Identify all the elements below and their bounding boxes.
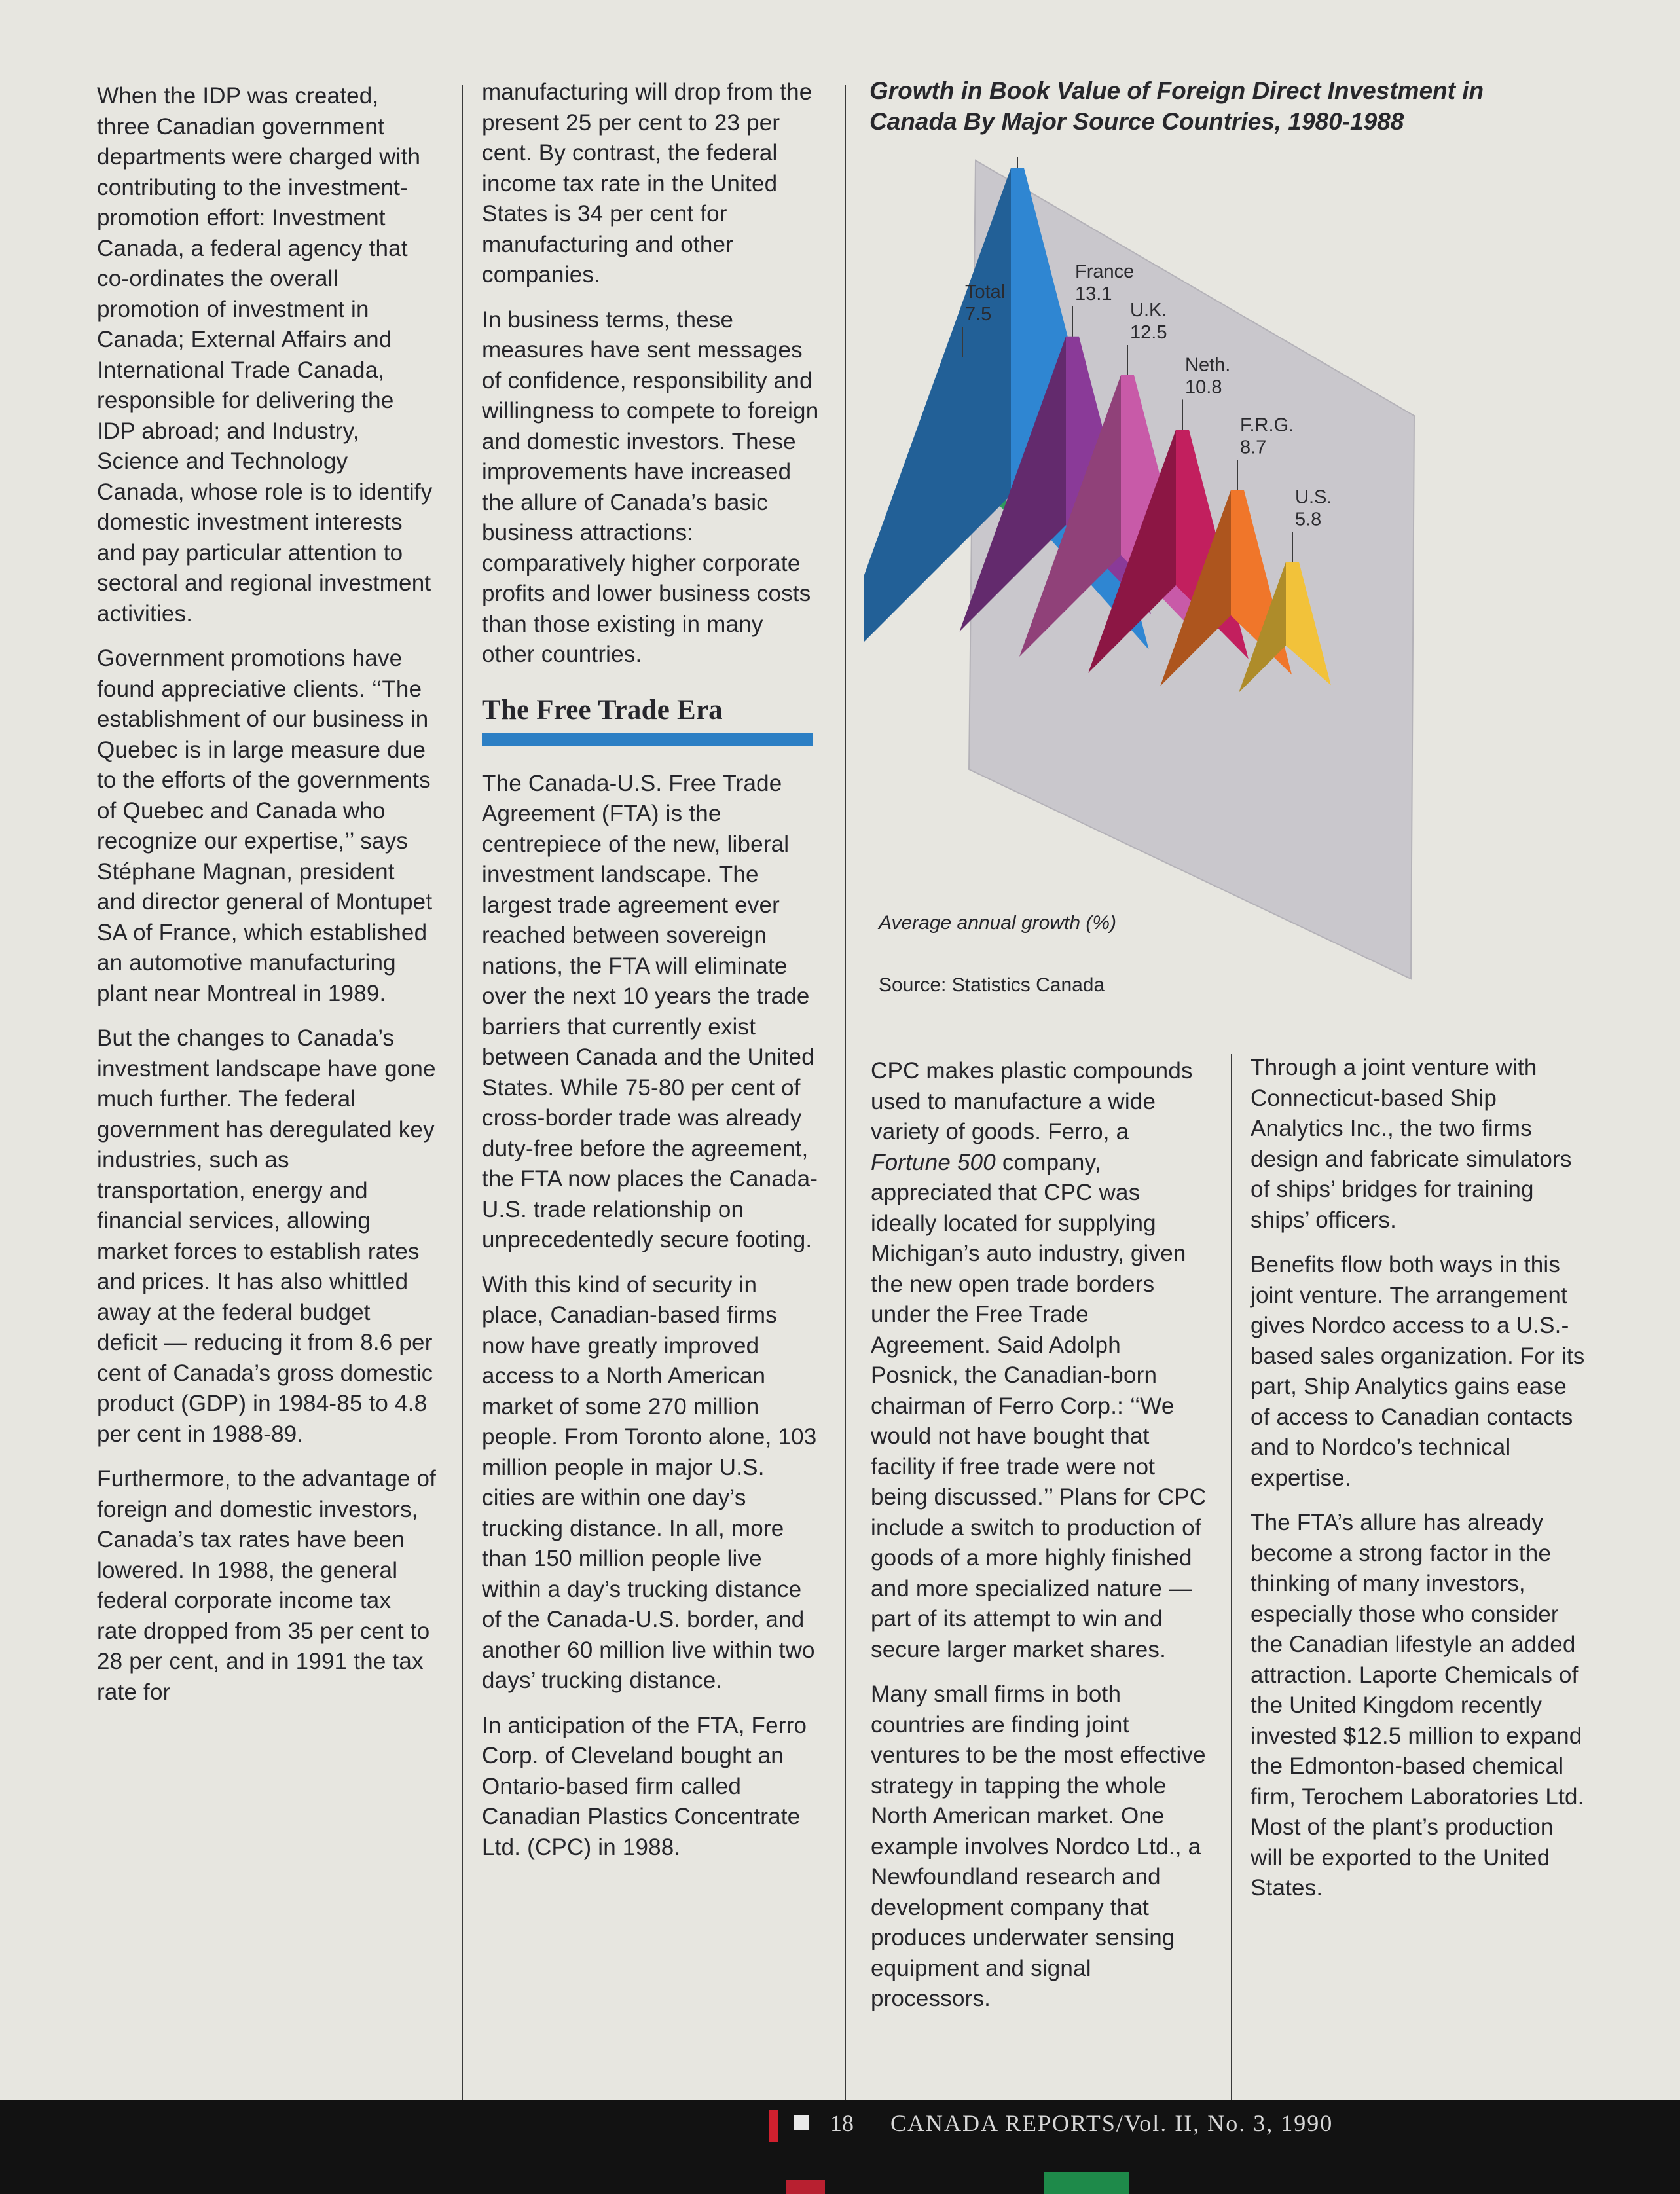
category-label: U.S. — [1295, 486, 1332, 508]
footer-green-accent — [1044, 2172, 1129, 2194]
publication-title: CANADA REPORTS/Vol. II, No. 3, 1990 — [890, 2110, 1334, 2136]
paragraph: But the changes to Canada’s investment landscape have gone much further. The federal government has deregulated key industries, such as transportation, energy and financial services, allowing market forces to establish rates and prices. It has also whittled away at the federal budget deficit — reducing it from 8.6 per cent of Canada’s gross domestic product (GDP) in 1984-85 to 4.8 per cent in 1988-89. — [97, 1025, 436, 1447]
paragraph: manufacturing will drop from the present 25 per cent to 23 per cent. By contrast, the federal income tax rate in the United States is 34 per cent for manufacturing and other companies. — [482, 79, 813, 287]
article-column-3 — [871, 1056, 1211, 2029]
chart-axis-note: Average annual growth (%) — [879, 912, 1116, 934]
value-label: 10.8 — [1185, 376, 1222, 398]
footer-square-bullet — [794, 2115, 809, 2130]
article-column-1 — [97, 81, 437, 1722]
paragraph: In anticipation of the FTA, Ferro Corp. of Cleveland bought an Ontario-based firm called Canadian Plastics Concentrate Ltd. (CPC) in 1988. — [482, 1712, 807, 1860]
column-rule — [845, 85, 846, 2100]
paragraph: Government promotions have found appreciative clients. ‘‘The establishment of our business in Quebec is in large measure due to the efforts of the governments of Quebec and Canada who recognize our expertise,’’ says Stéphane Magnan, president and director general of Montupet SA of France, which established an automotive manufacturing plant near Montreal in 1989. — [97, 646, 433, 1006]
value-label: 12.5 — [1130, 322, 1167, 343]
paragraph: Many small firms in both countries are finding joint ventures to be the most effective strategy in tapping the whole North American market. One example involves Nordco Ltd., a Newfoundland research and development company that produces underwater sensing equipment and signal processors. — [871, 1681, 1206, 2011]
foreign-investment-growth-chart — [864, 157, 1453, 989]
article-column-4 — [1251, 1053, 1591, 1918]
column-rule — [1231, 1054, 1232, 2100]
category-label: France — [1075, 261, 1135, 282]
category-label: Total — [965, 282, 1006, 302]
value-label: 8.7 — [1240, 437, 1267, 458]
paragraph: Through a joint venture with Connecticut-based Ship Analytics Inc., the two firms design and fabricate simulators of ships’ bridges for training ships’ officers. — [1251, 1055, 1572, 1233]
paragraph: In business terms, these measures have sent messages of confidence, responsibility and willingness to compete to foreign and domestic investors. These improvements have increased the allure of Canada’s basic business attractions: comparatively higher corporate profits and lower business costs than those existing in many other countries. — [482, 306, 819, 667]
publication-name: Fortune 500 — [871, 1149, 996, 1175]
paragraph: When the IDP was created, three Canadian government departments were charged with contributing to the investment-promotion effort: Investment Canada, a federal agency that co-ordinates the overall promotion of investment in Canada; External Affairs and International Trade Canada, responsible for delivering the IDP abroad; and Industry, Science and Technology Canada, whose role is to identify domestic investment interests and pay particular attention to sectoral and regional investment activities. — [97, 83, 433, 627]
category-label: U.K. — [1130, 300, 1167, 321]
text-run: company, appreciated that CPC was ideally located for supplying Michigan’s auto industry, given the new open trade borders under the Free Trade Agreement. Said Adolph Posnick, the Canadian-born chairman of Ferro Corp.: ‘‘We would not have bought that facility if free trade were not being discussed.’’ Plans for CPC include a switch to production of goods of a more highly finished and more specialized nature — part of its attempt to win and secure larger market shares. — [871, 1149, 1207, 1662]
heading-underline-bar — [482, 733, 813, 746]
text-run: CPC makes plastic compounds used to manufacture a wide variety of goods. Ferro, a — [871, 1058, 1193, 1144]
column-rule — [462, 85, 463, 2100]
value-label: 5.8 — [1295, 509, 1322, 530]
section-heading: The Free Trade Era — [482, 694, 723, 725]
paragraph — [871, 1056, 1211, 1665]
paragraph: The Canada-U.S. Free Trade Agreement (FTA) is the centrepiece of the new, liberal investment landscape. The largest trade agreement ever reached between sovereign nations, the FTA will eliminate over the next 10 years the trade barriers that currently exist between Canada and the United States. While 75-80 per cent of cross-border trade was already duty-free before the agreement, the FTA now places the Canada-U.S. trade relationship on unprecedentedly secure footing. — [482, 770, 818, 1252]
footer-red-accent — [786, 2180, 825, 2194]
paragraph: Furthermore, to the advantage of foreign and domestic investors, Canada’s tax rates have been lowered. In 1988, the general federal corporate income tax rate dropped from 35 per cent to 28 per cent, and in 1991 the tax rate for — [97, 1466, 437, 1705]
category-label: F.R.G. — [1240, 414, 1294, 436]
paragraph: With this kind of security in place, Canadian-based firms now have greatly improved access to a North American market of some 270 million people. From Toronto alone, 103 million people in major U.S. cities are within one day’s trucking distance. In all, more than 150 million people live within a day’s trucking distance of the Canada-U.S. border, and another 60 million live within two days’ trucking distance. — [482, 1271, 817, 1693]
chart-source: Source: Statistics Canada — [879, 974, 1105, 996]
footer-red-marker — [769, 2110, 778, 2142]
article-column-2 — [482, 77, 822, 1877]
value-label: 7.5 — [965, 304, 992, 325]
category-label: Neth. — [1185, 354, 1231, 376]
paragraph: The FTA’s allure has already become a strong factor in the thinking of many investors, especially those who consider the Canadian lifestyle an added attraction. Laporte Chemicals of the United Kingdom recently invested $12.5 million to expand the Edmonton-based chemical firm, Terochem Laboratories Ltd. Most of the plant’s production will be exported to the United States. — [1251, 1510, 1584, 1901]
page-number: 18 — [830, 2110, 854, 2136]
value-label: 13.1 — [1075, 283, 1112, 304]
paragraph: Benefits flow both ways in this joint venture. The arrangement gives Nordco access to a U.S.-based sales organization. For its part, Ship Analytics gains ease of access to Canadian contacts and to Nordco’s technical expertise. — [1251, 1252, 1585, 1491]
chart-title: Growth in Book Value of Foreign Direct Investment in Canada By Major Source Countries, 1980-1988 — [869, 77, 1484, 135]
